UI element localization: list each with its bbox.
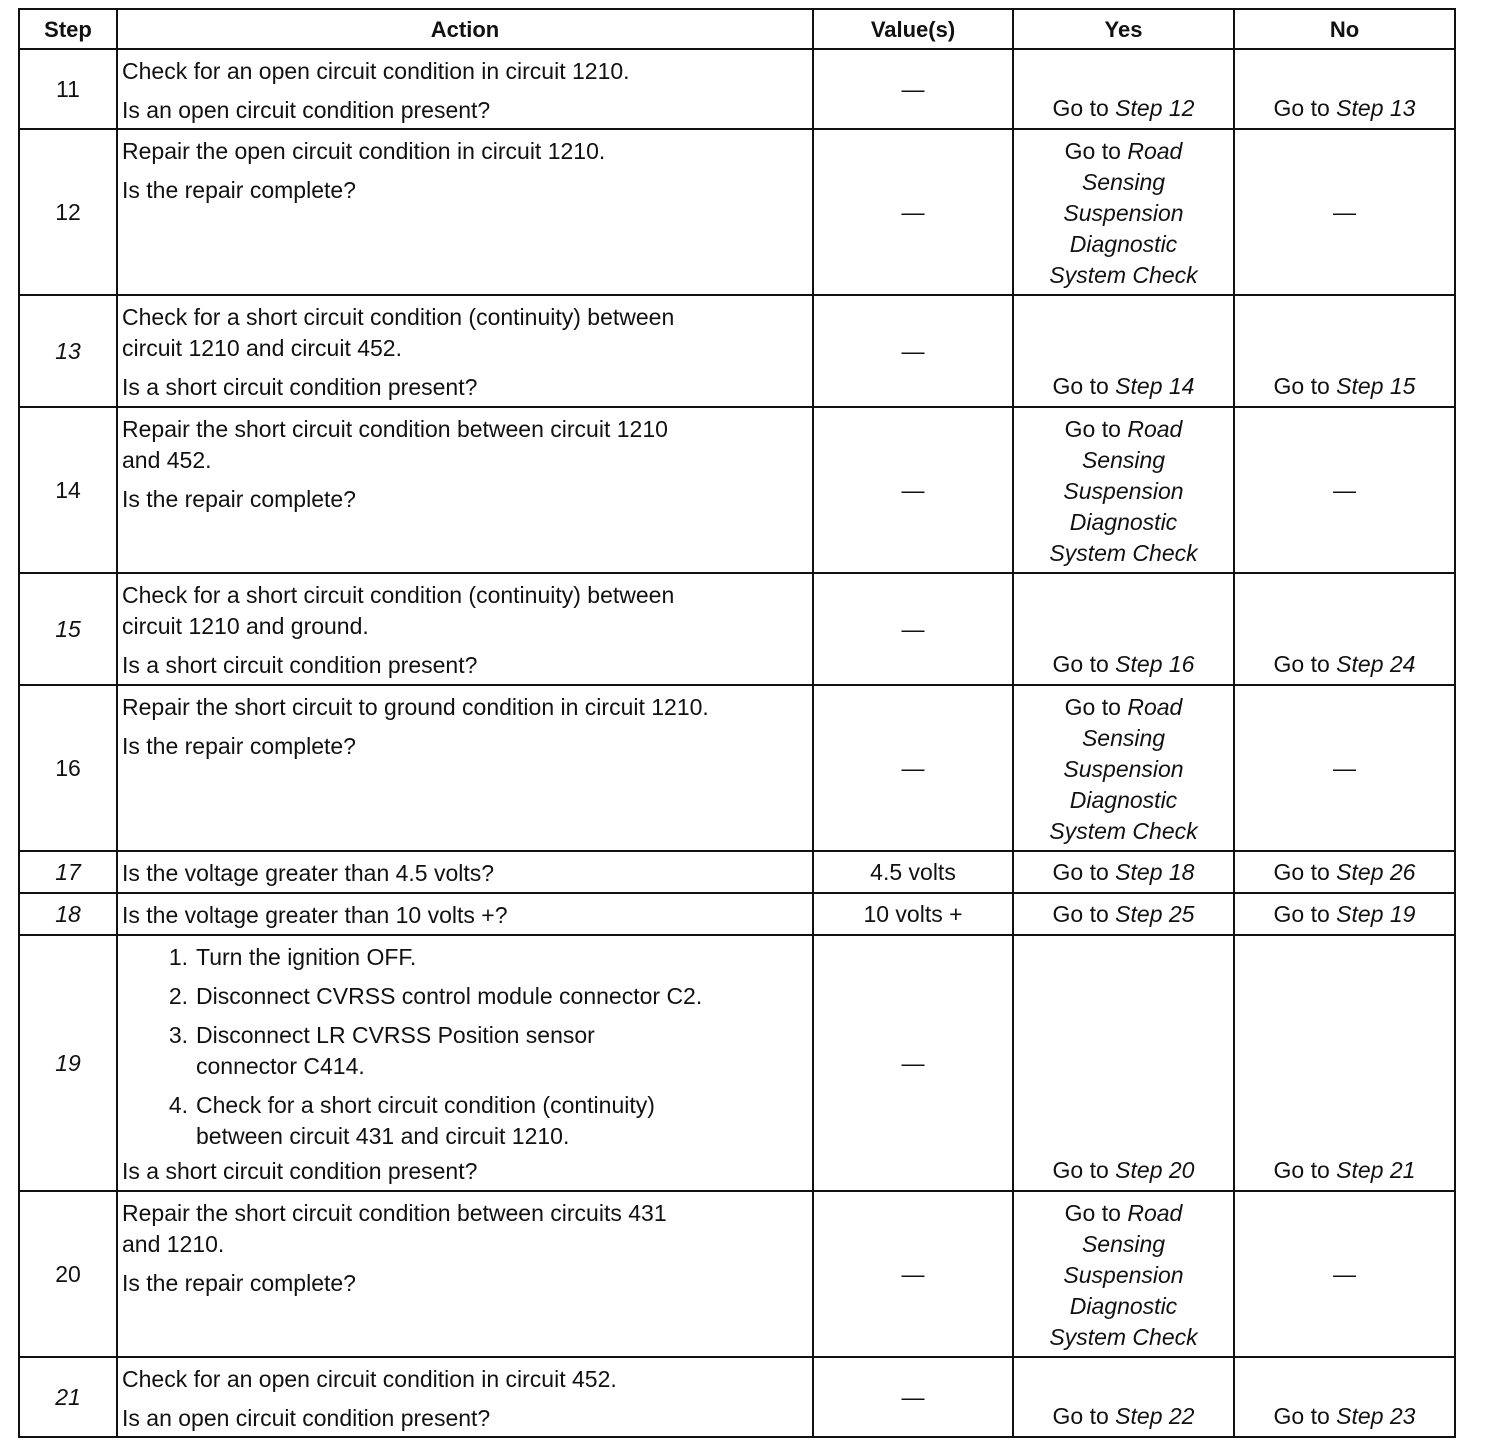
value-cell: — [813, 407, 1013, 573]
yes-line [1014, 229, 1233, 260]
value-cell: — [813, 129, 1013, 295]
section-link: Diagnostic [1069, 231, 1178, 257]
section-link: System Check [1049, 262, 1198, 288]
table-row [19, 1357, 1455, 1437]
sub-step-line: Disconnect LR CVRSS Position sensor [196, 1022, 595, 1048]
step-link: Step 12 [1115, 95, 1195, 121]
value-cell: — [813, 573, 1013, 685]
action-question: Is a short circuit condition present? [122, 374, 478, 400]
yes-cell [1013, 685, 1234, 851]
yes-goto-section [1014, 1192, 1233, 1353]
yes-goto [1014, 649, 1233, 680]
sub-step-line: connector C414. [196, 1053, 365, 1079]
yes-line [1014, 198, 1233, 229]
diagnostic-table [18, 8, 1456, 1438]
no-cell: — [1234, 407, 1455, 573]
yes-goto-section [1014, 408, 1233, 569]
yes-goto [1014, 1155, 1233, 1186]
yes-line [1014, 816, 1233, 847]
yes-cell [1013, 49, 1234, 129]
goto-label: Go to [1052, 651, 1116, 677]
action-question: Is a short circuit condition present? [122, 652, 478, 678]
sub-step-text [196, 1020, 595, 1082]
yes-line [1014, 445, 1233, 476]
no-goto [1274, 859, 1416, 885]
yes-line [1014, 1260, 1233, 1291]
header-yes: Yes [1013, 9, 1234, 49]
action-text: circuit 1210 and ground. [122, 613, 369, 639]
goto-label: Go to [1052, 1403, 1116, 1429]
step-number: 18 [19, 893, 117, 935]
yes-goto-section [1014, 686, 1233, 847]
table-row [19, 935, 1455, 1191]
yes-line [1014, 414, 1233, 445]
yes-goto [1053, 901, 1195, 927]
sub-step [150, 1020, 808, 1082]
action-question: Is a short circuit condition present? [122, 1158, 478, 1184]
no-goto [1274, 901, 1416, 927]
action-text: Repair the short circuit condition between circuit 1210 [122, 416, 668, 442]
action-question: Is the repair complete? [122, 1270, 356, 1296]
action-question: Is an open circuit condition present? [122, 1405, 491, 1431]
no-cell [1234, 893, 1455, 935]
step-link: Step 15 [1336, 373, 1416, 399]
section-link: Suspension [1063, 200, 1184, 226]
yes-cell [1013, 295, 1234, 407]
sub-step-number: 1. [168, 944, 188, 970]
yes-line [1014, 167, 1233, 198]
section-link: Road [1127, 694, 1183, 720]
action-text: and 1210. [122, 1231, 225, 1257]
yes-line [1014, 538, 1233, 569]
yes-goto-section [1014, 130, 1233, 291]
value-cell: 4.5 volts [813, 851, 1013, 893]
value-cell: — [813, 49, 1013, 129]
value-cell: — [813, 295, 1013, 407]
value-cell: — [813, 1357, 1013, 1437]
goto-label: Go to [1273, 858, 1337, 885]
action-question: Is the repair complete? [122, 486, 356, 512]
sub-step-line: Turn the ignition OFF. [196, 944, 417, 970]
action-text: Check for an open circuit condition in circuit 1210. [122, 58, 630, 84]
goto-label: Go to [1273, 900, 1337, 927]
sub-step-number: 4. [168, 1092, 188, 1118]
no-goto [1235, 1155, 1454, 1186]
yes-line [1014, 260, 1233, 291]
goto-label: Go to [1052, 900, 1116, 927]
header-values: Value(s) [813, 9, 1013, 49]
action-cell [117, 573, 813, 685]
action-text: Repair the open circuit condition in circuit 1210. [122, 138, 606, 164]
yes-line [1014, 1198, 1233, 1229]
action-cell [117, 935, 813, 1191]
value-cell: 10 volts + [813, 893, 1013, 935]
goto-label: Go to [1052, 95, 1116, 121]
yes-goto [1053, 859, 1195, 885]
section-link: Sensing [1081, 725, 1166, 751]
yes-cell [1013, 893, 1234, 935]
sub-step-number: 3. [168, 1022, 188, 1048]
table-row [19, 893, 1455, 935]
goto-label: Go to [1273, 651, 1337, 677]
action-question: Is the voltage greater than 4.5 volts? [122, 860, 495, 886]
yes-cell [1013, 851, 1234, 893]
no-cell [1234, 935, 1455, 1191]
sub-step-text [196, 1090, 655, 1152]
action-cell [117, 129, 813, 295]
no-goto [1235, 371, 1454, 402]
yes-cell [1013, 573, 1234, 685]
no-goto [1235, 93, 1454, 124]
sub-step-text [196, 942, 416, 973]
action-text: Check for a short circuit condition (continuity) between [122, 304, 675, 330]
action-cell [117, 49, 813, 129]
sub-step-list [122, 942, 808, 1152]
step-link: Step 14 [1115, 373, 1195, 399]
goto-label: Go to [1052, 858, 1116, 885]
step-number: 21 [19, 1357, 117, 1437]
step-number: 15 [19, 573, 117, 685]
action-text: Repair the short circuit condition between circuits 431 [122, 1200, 667, 1226]
section-link: System Check [1049, 818, 1198, 844]
yes-line [1014, 692, 1233, 723]
step-number: 19 [19, 935, 117, 1191]
goto-label: Go to [1052, 373, 1116, 399]
goto-label: Go to [1273, 95, 1337, 121]
step-link: Step 18 [1115, 858, 1195, 885]
sub-step-text [196, 981, 702, 1012]
no-cell: — [1234, 685, 1455, 851]
table-row [19, 407, 1455, 573]
goto-label: Go to [1273, 1157, 1337, 1183]
action-text: and 452. [122, 447, 212, 473]
section-link: Sensing [1081, 169, 1166, 195]
table-row [19, 573, 1455, 685]
section-link: Suspension [1063, 478, 1184, 504]
goto-label: Go to [1064, 416, 1128, 442]
step-link: Step 24 [1336, 651, 1416, 677]
action-cell [117, 851, 813, 893]
section-link: Diagnostic [1069, 509, 1178, 535]
action-text: Check for an open circuit condition in circuit 452. [122, 1366, 617, 1392]
action-cell [117, 1191, 813, 1357]
no-cell [1234, 573, 1455, 685]
yes-goto [1014, 371, 1233, 402]
step-link: Step 23 [1336, 1403, 1416, 1429]
step-link: Step 25 [1115, 900, 1195, 927]
header-row [19, 9, 1455, 49]
section-link: Sensing [1081, 1231, 1166, 1257]
table-row [19, 49, 1455, 129]
header-no: No [1234, 9, 1455, 49]
no-cell [1234, 851, 1455, 893]
section-link: Diagnostic [1069, 787, 1178, 813]
value-cell: — [813, 1191, 1013, 1357]
step-number: 20 [19, 1191, 117, 1357]
value-cell: — [813, 935, 1013, 1191]
no-goto [1235, 649, 1454, 680]
section-link: System Check [1049, 540, 1198, 566]
yes-line [1014, 754, 1233, 785]
step-link: Step 22 [1115, 1403, 1195, 1429]
section-link: Road [1127, 138, 1183, 164]
sub-step [150, 981, 808, 1012]
value-cell: — [813, 685, 1013, 851]
step-number: 17 [19, 851, 117, 893]
yes-cell [1013, 407, 1234, 573]
goto-label: Go to [1064, 138, 1128, 164]
yes-line [1014, 1291, 1233, 1322]
header-step: Step [19, 9, 117, 49]
action-question: Is an open circuit condition present? [122, 97, 491, 123]
no-cell: — [1234, 1191, 1455, 1357]
step-number: 11 [19, 49, 117, 129]
action-cell [117, 893, 813, 935]
action-text: Repair the short circuit to ground condition in circuit 1210. [122, 694, 709, 720]
step-number: 13 [19, 295, 117, 407]
sub-step [150, 942, 808, 973]
yes-cell [1013, 1191, 1234, 1357]
yes-cell [1013, 1357, 1234, 1437]
step-link: Step 19 [1336, 900, 1416, 927]
sub-step-line: Check for a short circuit condition (continuity) [196, 1092, 655, 1118]
no-goto [1235, 1401, 1454, 1432]
section-link: Road [1127, 1200, 1183, 1226]
goto-label: Go to [1273, 373, 1337, 399]
step-number: 14 [19, 407, 117, 573]
step-link: Step 21 [1336, 1157, 1416, 1183]
header-action: Action [117, 9, 813, 49]
section-link: Sensing [1081, 447, 1166, 473]
section-link: Suspension [1063, 756, 1184, 782]
yes-cell [1013, 129, 1234, 295]
action-cell [117, 407, 813, 573]
goto-label: Go to [1273, 1403, 1337, 1429]
no-cell [1234, 49, 1455, 129]
sub-step-line: between circuit 431 and circuit 1210. [196, 1123, 570, 1149]
yes-cell [1013, 935, 1234, 1191]
no-cell [1234, 1357, 1455, 1437]
step-link: Step 16 [1115, 651, 1195, 677]
section-link: Diagnostic [1069, 1293, 1178, 1319]
action-question: Is the repair complete? [122, 733, 356, 759]
section-link: Road [1127, 416, 1183, 442]
yes-goto [1014, 93, 1233, 124]
action-cell [117, 295, 813, 407]
action-question: Is the repair complete? [122, 177, 356, 203]
yes-goto [1014, 1401, 1233, 1432]
section-link: Suspension [1063, 1262, 1184, 1288]
step-link: Step 13 [1336, 95, 1416, 121]
goto-label: Go to [1064, 694, 1128, 720]
section-link: System Check [1049, 1324, 1198, 1350]
action-cell [117, 1357, 813, 1437]
step-number: 16 [19, 685, 117, 851]
sub-step [150, 1090, 808, 1152]
action-text: Check for a short circuit condition (continuity) between [122, 582, 675, 608]
yes-line [1014, 136, 1233, 167]
table-row [19, 1191, 1455, 1357]
action-cell [117, 685, 813, 851]
action-text: circuit 1210 and circuit 452. [122, 335, 402, 361]
table-row [19, 685, 1455, 851]
table-row [19, 851, 1455, 893]
step-link: Step 20 [1115, 1157, 1195, 1183]
yes-line [1014, 476, 1233, 507]
yes-line [1014, 1322, 1233, 1353]
yes-line [1014, 507, 1233, 538]
table-row [19, 129, 1455, 295]
yes-line [1014, 785, 1233, 816]
step-link: Step 26 [1336, 858, 1416, 885]
no-cell: — [1234, 129, 1455, 295]
sub-step-line: Disconnect CVRSS control module connector C2. [196, 983, 703, 1009]
step-number: 12 [19, 129, 117, 295]
goto-label: Go to [1052, 1157, 1116, 1183]
no-cell [1234, 295, 1455, 407]
sub-step-number: 2. [168, 983, 188, 1009]
yes-line [1014, 723, 1233, 754]
table-row [19, 295, 1455, 407]
action-question: Is the voltage greater than 10 volts +? [122, 902, 508, 928]
yes-line [1014, 1229, 1233, 1260]
goto-label: Go to [1064, 1200, 1128, 1226]
